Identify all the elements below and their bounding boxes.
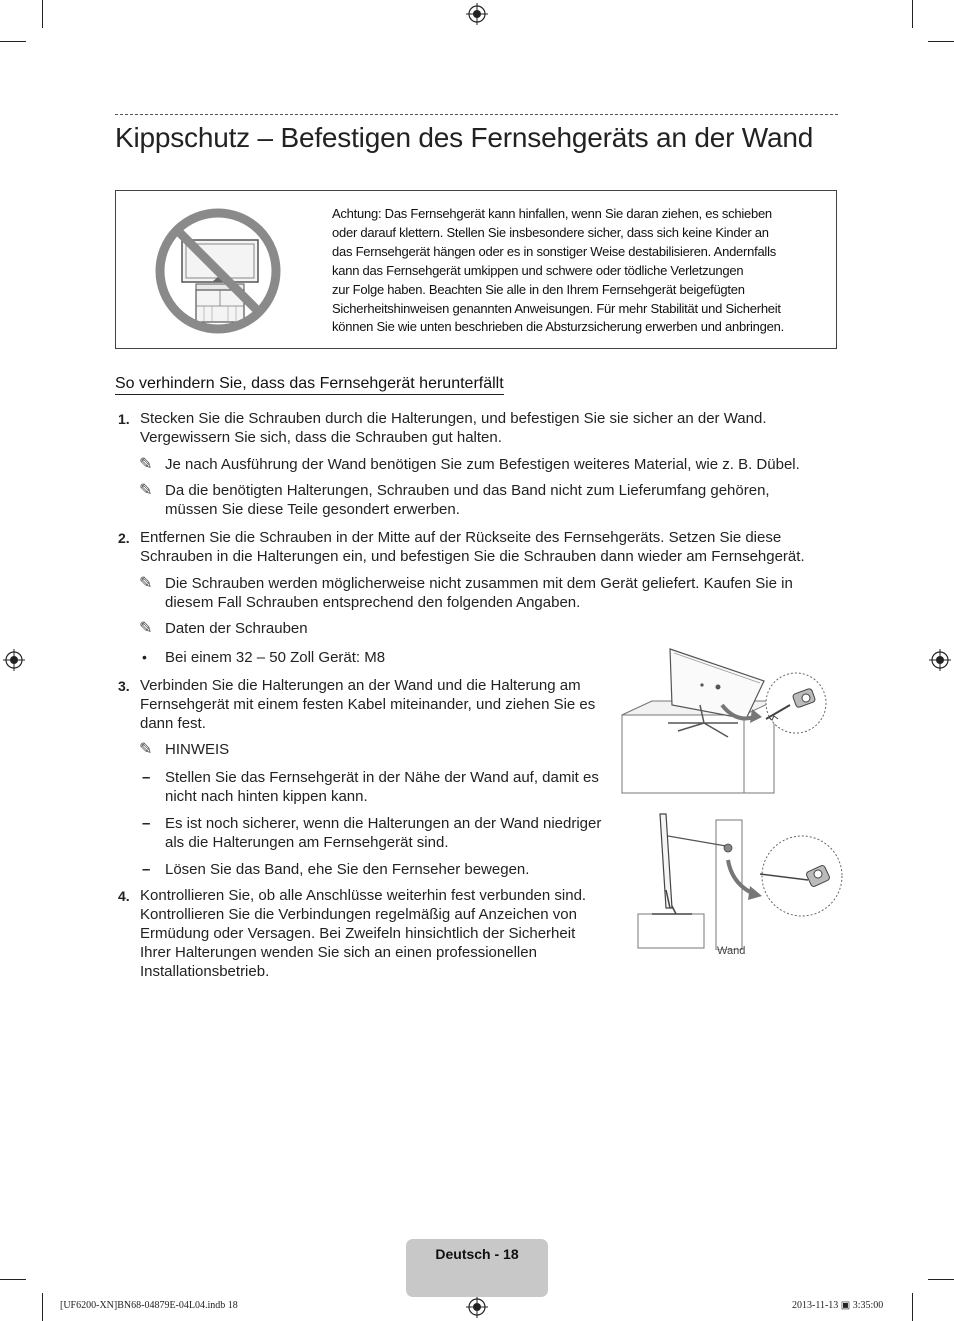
text-line: Je nach Ausführung der Wand benötigen Sie zum Befestigen weiteres Material, wie z. B. Dübel. [165,456,800,473]
crop-mark [928,41,954,42]
step-number: 3. [118,678,130,694]
note-pencil-icon: ✎ [139,620,153,637]
text-line: Es ist noch sicherer, wenn die Halterungen an der Wand niedriger [165,815,602,832]
text-line: Da die benötigten Halterungen, Schrauben und das Band nicht zum Lieferumfang gehören, [165,482,770,499]
note-label [165,740,229,759]
note-text [165,619,308,638]
section-heading: So verhindern Sie, dass das Fernsehgerät herunterfällt [115,375,504,395]
text-line: Entfernen Sie die Schrauben in der Mitte auf der Rückseite des Fernsehgeräts. Setzen Sie diese [140,529,782,546]
warning-line: das Fernsehgerät hängen oder es in sonstiger Weise destabilisieren. Andernfalls [332,243,776,259]
crop-mark [0,1279,26,1280]
note-text [165,574,793,612]
crop-mark [912,0,913,28]
dash-icon: – [142,815,151,832]
text-line: Stellen Sie das Fernsehgerät in der Nähe der Wand auf, damit es [165,769,599,786]
text-line: Ihrer Halterungen wenden Sie sich an einen professionellen [140,944,537,961]
text-line: HINWEIS [165,741,230,758]
step-number: 1. [118,411,130,427]
no-climbing-tv-icon [152,205,284,337]
bullet-text [165,648,385,667]
print-slug-file: [UF6200-XN]BN68-04879E-04L04.indb 18 [60,1300,238,1311]
dash-icon: – [142,769,151,786]
tv-wall-side-figure [636,810,846,950]
step-text [140,528,805,566]
warning-line: kann das Fernsehgerät umkippen und schwere oder tödliche Verletzungen [332,262,744,278]
warning-line: Achtung: Das Fernsehgerät kann hinfallen, wenn Sie daran ziehen, es schieben [332,206,772,221]
note-pencil-icon: ✎ [139,482,153,499]
text-line: Stecken Sie die Schrauben durch die Halterungen, und befestigen Sie sie sicher an der Wand. [140,410,767,427]
dash-text [165,768,599,806]
text-line: als die Halterungen am Fernsehgerät sind. [165,834,449,851]
crop-mark [42,1293,43,1321]
text-line: Lösen Sie das Band, ehe Sie den Fernseher bewegen. [165,861,530,878]
bullet-icon: • [142,649,147,665]
crop-mark [912,1293,913,1321]
text-line: Ermüdung oder Versagen. Bei Zweifeln hinsichtlich der Sicherheit [140,925,576,942]
wall-label: Wand [717,945,746,957]
crop-mark [42,0,43,28]
text-line: Fernsehgerät mit einem festen Kabel miteinander, und ziehen Sie es [140,696,596,713]
crop-mark [928,1279,954,1280]
text-line: Kontrollieren Sie die Verbindungen regelmäßig auf Anzeichen von [140,906,577,923]
registration-mark-icon [466,3,488,25]
page-number-tab [406,1239,548,1297]
dash-icon: – [142,861,151,878]
text-line: nicht nach hinten kippen kann. [165,788,368,805]
registration-mark-icon [466,1296,488,1318]
text-line: Schrauben in die Halterungen ein, und befestigen Sie die Schrauben dann wieder am Fernsehgerät. [140,548,805,565]
title-divider [115,114,838,115]
dash-text [165,814,601,852]
text-line: müssen Sie diese Teile gesondert erwerben. [165,501,460,518]
dash-text [165,860,529,879]
note-pencil-icon: ✎ [139,575,153,592]
text-line: Verbinden Sie die Halterungen an der Wand und die Halterung am [140,677,581,694]
tv-rear-bracket-figure [618,645,828,795]
step-text [140,676,595,733]
text-line: dann fest. [140,715,206,732]
step-text [140,409,767,447]
text-line: Bei einem 32 – 50 Zoll Gerät: M8 [165,649,386,666]
page-title: Kippschutz – Befestigen des Fernsehgeräts an der Wand [115,122,814,153]
note-pencil-icon: ✎ [139,741,153,758]
text-line: Daten der Schrauben [165,620,308,637]
warning-line: zur Folge haben. Beachten Sie alle in den Ihrem Fernsehgerät beigefügten [332,281,745,297]
print-slug-date: 2013-11-13 ▣ 3:35:00 [792,1300,884,1311]
step-number: 4. [118,888,130,904]
text-line: diesem Fall Schrauben entsprechend den folgenden Angaben. [165,594,581,611]
registration-mark-icon [3,649,25,671]
page-number-label: Deutsch - 18 [435,1246,519,1262]
note-text [165,481,770,519]
step-text [140,886,586,981]
note-pencil-icon: ✎ [139,456,153,473]
step-number: 2. [118,530,130,546]
warning-line: können Sie wie unten beschrieben die Absturzsicherung erwerben und anbringen. [332,319,784,335]
text-line: Vergewissern Sie sich, dass die Schrauben gut halten. [140,429,502,446]
warning-box [115,190,837,349]
note-text [165,455,800,474]
warning-line: oder darauf klettern. Stellen Sie insbesondere sicher, dass sich keine Kinder an [332,224,769,240]
warning-text [332,205,816,337]
text-line: Installationsbetrieb. [140,963,270,980]
warning-line: Sicherheitshinweisen genannten Anweisungen. Für mehr Stabilität und Sicherheit [332,300,781,316]
text-line: Kontrollieren Sie, ob alle Anschlüsse weiterhin fest verbunden sind. [140,887,587,904]
registration-mark-icon [929,649,951,671]
crop-mark [0,41,26,42]
text-line: Die Schrauben werden möglicherweise nicht zusammen mit dem Gerät geliefert. Kaufen Sie in [165,575,793,592]
